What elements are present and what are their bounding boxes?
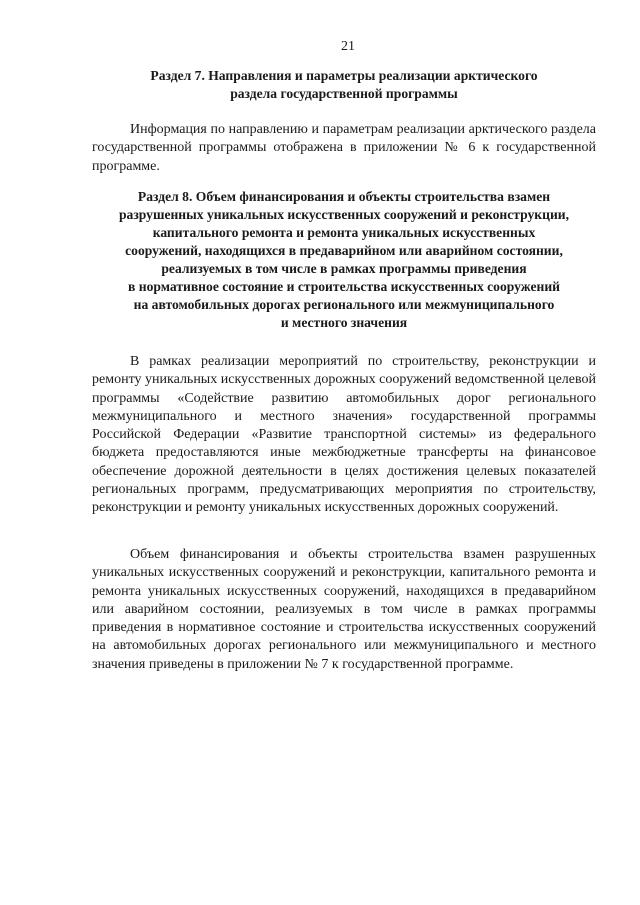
heading-line: разрушенных уникальных искусственных сооружений и реконструкции, [118, 207, 570, 222]
heading-line: раздела государственной программы [230, 86, 458, 101]
section-7-heading [92, 67, 596, 103]
heading-line: реализуемых в том числе в рамках программы приведения [161, 261, 527, 276]
heading-line: Раздел 8. Объем финансирования и объекты строительства взамен [137, 189, 551, 204]
section-8-heading [92, 188, 596, 332]
heading-line: на автомобильных дорогах регионального или межмуниципального [133, 297, 555, 312]
page-number: 21 [341, 39, 355, 54]
heading-line: капитального ремонта и ремонта уникальных искусственных [152, 225, 536, 240]
heading-line: сооружений, находящихся в предаварийном или аварийном состоянии, [125, 243, 563, 258]
heading-line: Раздел 7. Направления и параметры реализации арктического [150, 68, 538, 83]
section-8-paragraph-2: Объем финансирования и объекты строительства взамен разрушенных уникальных искусственных сооружений и реконструкции, капитального ремонта и ремонта уникальных искусственных сооружений, находящихся в предаварийном или аварийном состоянии, реализуемых в том числе в рамках программы приведения в нормативное состояние и строительства искусственных сооружений на автомобильных дорогах регионального или межмуниципального и местного значения приведены в приложении № 7 к государственной программе. [92, 547, 596, 672]
heading-line: и местного значения [280, 315, 408, 330]
section-8-paragraph-1: В рамках реализации мероприятий по строительству, реконструкции и ремонту уникальных искусственных дорожных сооружений ведомственной целевой программы «Содействие развитию автомобильных дорог регионального межмуниципального и местного значения» государственной программы Российской Федерации «Развитие транспортной системы» из федерального бюджета предоставляются иные межбюджетные трансферты на финансовое обеспечение дорожной деятельности в целях достижения целевых показателей региональных программ, предусматривающих мероприятия по строительству, реконструкции и ремонту уникальных искусственных дорожных сооружений. [92, 354, 596, 516]
heading-line: в нормативное состояние и строительства искусственных сооружений [128, 279, 560, 294]
section-7-paragraph: Информация по направлению и параметрам реализации арктического раздела государственной программы отображена в приложении № 6 к государственной программе. [92, 122, 596, 174]
